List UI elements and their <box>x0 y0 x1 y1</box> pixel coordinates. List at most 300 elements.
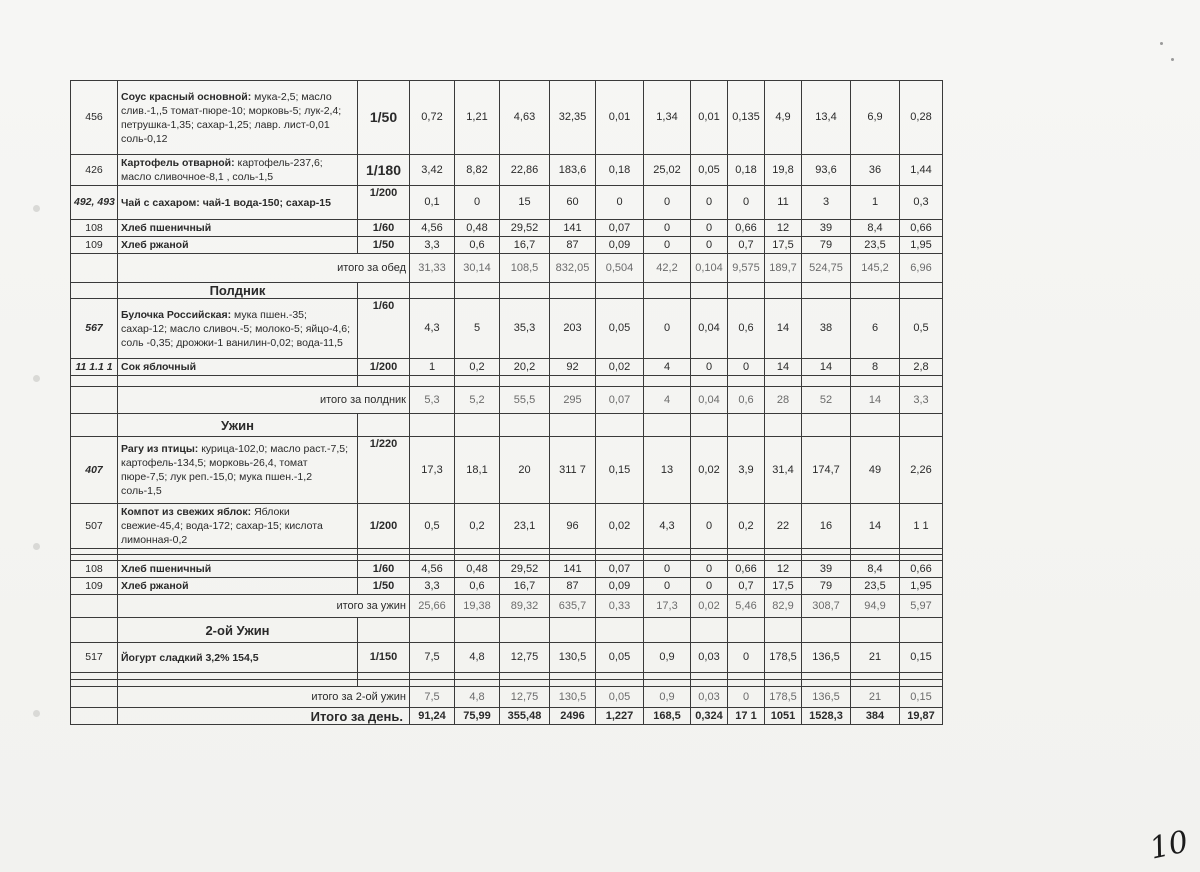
nutrient-value: 3,42 <box>410 155 455 186</box>
nutrient-value: 39 <box>802 561 851 578</box>
meal-section-row <box>71 414 943 437</box>
punch-hole-mark <box>33 375 40 382</box>
recipe-code: 108 <box>71 220 118 237</box>
empty-cell <box>71 708 118 725</box>
dish-row <box>71 299 943 359</box>
nutrient-value: 0,01 <box>596 81 644 155</box>
page-number: 10 <box>1146 824 1192 867</box>
empty-cell <box>728 680 765 687</box>
blank-row <box>71 376 943 387</box>
empty-cell <box>851 414 900 437</box>
dish-ingredients: картофель-237,6; масло сливочное-8,1 , соль-1,5 <box>121 157 323 183</box>
nutrient-value: 0 <box>691 561 728 578</box>
nutrient-value: 0,09 <box>596 237 644 254</box>
portion-size: 1/200 <box>358 186 410 220</box>
punch-hole-mark <box>33 205 40 212</box>
empty-cell <box>500 376 550 387</box>
nutrient-value: 0,02 <box>596 359 644 376</box>
total-value: 524,75 <box>802 254 851 283</box>
nutrient-value: 23,5 <box>851 237 900 254</box>
dish-title: Сок яблочный <box>121 361 197 373</box>
nutrient-value: 0,15 <box>596 437 644 504</box>
nutrient-value: 0 <box>691 578 728 595</box>
dish-title: Чай с сахаром: чай-1 вода-150; сахар-15 <box>121 196 331 209</box>
empty-cell <box>851 673 900 680</box>
nutrient-value: 0,48 <box>455 561 500 578</box>
total-value: 130,5 <box>550 687 596 708</box>
total-value: 17 1 <box>728 708 765 725</box>
nutrient-value: 0,2 <box>455 504 500 549</box>
total-value: 0,6 <box>728 387 765 414</box>
empty-cell <box>900 680 943 687</box>
empty-cell <box>900 376 943 387</box>
dish-title: Хлеб ржаной <box>121 239 189 251</box>
nutrient-value: 7,5 <box>410 643 455 673</box>
nutrient-value: 0,28 <box>900 81 943 155</box>
nutrient-value: 4,56 <box>410 561 455 578</box>
empty-cell <box>358 414 410 437</box>
total-value: 94,9 <box>851 595 900 618</box>
nutrient-value: 0,5 <box>410 504 455 549</box>
total-value: 0,04 <box>691 387 728 414</box>
total-value: 6,96 <box>900 254 943 283</box>
dish-row <box>71 81 943 155</box>
nutrient-value: 0,66 <box>900 561 943 578</box>
empty-cell <box>728 673 765 680</box>
nutrient-value: 6,9 <box>851 81 900 155</box>
total-value: 91,24 <box>410 708 455 725</box>
empty-cell <box>358 283 410 299</box>
nutrient-value: 1,95 <box>900 237 943 254</box>
nutrient-value: 14 <box>802 359 851 376</box>
nutrient-value: 0,7 <box>728 578 765 595</box>
dish-ingredients: мука-2,5; масло слив.-1,,5 томат-пюре-10; морковь-5; лук-2,4; петрушка-1,35; сахар-1,25; лавр. лист-0,01 соль-0,12 <box>121 90 342 145</box>
portion-size: 1/60 <box>358 299 410 359</box>
empty-cell <box>455 673 500 680</box>
empty-cell <box>71 376 118 387</box>
total-value: 1528,3 <box>802 708 851 725</box>
empty-cell <box>802 283 851 299</box>
nutrient-value: 0 <box>691 186 728 220</box>
total-label: Итого за день. <box>118 708 410 725</box>
total-value: 0,07 <box>596 387 644 414</box>
nutrient-value: 14 <box>765 299 802 359</box>
empty-cell <box>71 283 118 299</box>
recipe-code: 109 <box>71 578 118 595</box>
meal-section-row <box>71 618 943 643</box>
dish-row <box>71 359 943 376</box>
dish-title: Компот из свежих яблок: <box>121 506 252 518</box>
nutrient-value: 6 <box>851 299 900 359</box>
dish-title: Хлеб пшеничный <box>121 563 212 575</box>
recipe-code: 492, 493 <box>71 186 118 220</box>
nutrient-value: 0,66 <box>900 220 943 237</box>
total-value: 25,66 <box>410 595 455 618</box>
total-value: 31,33 <box>410 254 455 283</box>
empty-cell <box>71 687 118 708</box>
menu-nutrition-table <box>70 80 943 725</box>
portion-size: 1/200 <box>358 504 410 549</box>
dish-row <box>71 237 943 254</box>
nutrient-value: 3 <box>802 186 851 220</box>
empty-cell <box>71 680 118 687</box>
nutrient-value: 0,03 <box>691 643 728 673</box>
nutrient-value: 22,86 <box>500 155 550 186</box>
dish-composition <box>118 643 358 673</box>
dish-composition <box>118 186 358 220</box>
nutrient-value: 1 1 <box>900 504 943 549</box>
blank-row <box>71 680 943 687</box>
nutrient-value: 0,05 <box>691 155 728 186</box>
nutrient-value: 23,1 <box>500 504 550 549</box>
nutrient-value: 17,3 <box>410 437 455 504</box>
nutrient-value: 4 <box>644 359 691 376</box>
nutrient-value: 0,02 <box>691 437 728 504</box>
nutrient-value: 183,6 <box>550 155 596 186</box>
nutrient-value: 17,5 <box>765 237 802 254</box>
nutrient-value: 0,1 <box>410 186 455 220</box>
nutrient-value: 8 <box>851 359 900 376</box>
empty-cell <box>851 283 900 299</box>
nutrient-value: 4,9 <box>765 81 802 155</box>
empty-cell <box>500 673 550 680</box>
meal-total-row <box>71 387 943 414</box>
empty-cell <box>71 387 118 414</box>
empty-cell <box>765 680 802 687</box>
empty-cell <box>550 680 596 687</box>
nutrient-value: 39 <box>802 220 851 237</box>
empty-cell <box>596 414 644 437</box>
nutrient-value: 29,52 <box>500 220 550 237</box>
dish-composition <box>118 504 358 549</box>
dish-title: Хлеб пшеничный <box>121 222 212 234</box>
nutrient-value: 141 <box>550 561 596 578</box>
empty-cell <box>410 673 455 680</box>
total-value: 0,02 <box>691 595 728 618</box>
blank-row <box>71 673 943 680</box>
empty-cell <box>851 376 900 387</box>
empty-cell <box>596 283 644 299</box>
total-value: 42,2 <box>644 254 691 283</box>
dish-title: Картофель отварной: <box>121 157 235 169</box>
recipe-code: 456 <box>71 81 118 155</box>
nutrient-value: 0 <box>644 237 691 254</box>
nutrient-value: 87 <box>550 237 596 254</box>
dish-composition <box>118 237 358 254</box>
empty-cell <box>500 414 550 437</box>
nutrient-value: 0 <box>728 643 765 673</box>
empty-cell <box>550 283 596 299</box>
nutrient-value: 0 <box>691 504 728 549</box>
nutrient-value: 29,52 <box>500 561 550 578</box>
empty-cell <box>900 618 943 643</box>
portion-size: 1/50 <box>358 81 410 155</box>
empty-cell <box>596 673 644 680</box>
total-label: итого за полдник <box>118 387 410 414</box>
nutrient-value: 60 <box>550 186 596 220</box>
total-value: 14 <box>851 387 900 414</box>
punch-hole-mark <box>33 543 40 550</box>
empty-cell <box>900 673 943 680</box>
nutrient-value: 0,2 <box>455 359 500 376</box>
total-value: 355,48 <box>500 708 550 725</box>
empty-cell <box>691 673 728 680</box>
nutrient-value: 0,48 <box>455 220 500 237</box>
empty-cell <box>802 680 851 687</box>
empty-cell <box>644 376 691 387</box>
nutrient-value: 5 <box>455 299 500 359</box>
empty-cell <box>728 376 765 387</box>
nutrient-value: 1 <box>410 359 455 376</box>
total-value: 1,227 <box>596 708 644 725</box>
nutrient-value: 20 <box>500 437 550 504</box>
empty-cell <box>358 376 410 387</box>
nutrient-value: 79 <box>802 237 851 254</box>
empty-cell <box>71 595 118 618</box>
empty-cell <box>550 376 596 387</box>
nutrient-value: 136,5 <box>802 643 851 673</box>
nutrient-value: 35,3 <box>500 299 550 359</box>
empty-cell <box>851 618 900 643</box>
total-value: 5,2 <box>455 387 500 414</box>
portion-size: 1/200 <box>358 359 410 376</box>
recipe-code: 507 <box>71 504 118 549</box>
nutrient-value: 8,4 <box>851 220 900 237</box>
nutrient-value: 2,26 <box>900 437 943 504</box>
punch-hole-mark <box>33 710 40 717</box>
empty-cell <box>500 618 550 643</box>
nutrient-value: 203 <box>550 299 596 359</box>
empty-cell <box>728 414 765 437</box>
meal-total-row <box>71 254 943 283</box>
nutrient-value: 0,6 <box>455 237 500 254</box>
nutrient-value: 3,3 <box>410 578 455 595</box>
portion-size: 1/60 <box>358 561 410 578</box>
empty-cell <box>728 618 765 643</box>
empty-cell <box>596 680 644 687</box>
total-value: 82,9 <box>765 595 802 618</box>
dish-title: Хлеб ржаной <box>121 580 189 592</box>
nutrient-value: 0 <box>455 186 500 220</box>
nutrient-value: 14 <box>851 504 900 549</box>
recipe-code: 109 <box>71 237 118 254</box>
menu-table-body <box>71 81 943 725</box>
total-value: 832,05 <box>550 254 596 283</box>
nutrient-value: 0,72 <box>410 81 455 155</box>
nutrient-value: 0,5 <box>900 299 943 359</box>
meal-section-row <box>71 283 943 299</box>
empty-cell <box>118 673 358 680</box>
total-label: итого за 2-ой ужин <box>118 687 410 708</box>
dish-title: Соус красный основной: <box>121 90 252 103</box>
total-label: итого за ужин <box>118 595 410 618</box>
total-value: 1051 <box>765 708 802 725</box>
nutrient-value: 0 <box>644 561 691 578</box>
dish-ingredients: курица-102,0; масло раст.-7,5; картофель-134,5; морковь-26,4, томат пюре-7,5; лук реп.-15,0; мука пшен.-1,2 соль-1,5 <box>121 443 349 497</box>
nutrient-value: 16,7 <box>500 237 550 254</box>
empty-cell <box>500 283 550 299</box>
nutrient-value: 1,95 <box>900 578 943 595</box>
recipe-code: 426 <box>71 155 118 186</box>
empty-cell <box>802 414 851 437</box>
portion-size: 1/220 <box>358 437 410 504</box>
empty-cell <box>851 680 900 687</box>
nutrient-value: 0,02 <box>596 504 644 549</box>
dish-row <box>71 220 943 237</box>
total-value: 0,104 <box>691 254 728 283</box>
nutrient-value: 0,05 <box>596 299 644 359</box>
nutrient-value: 0,07 <box>596 561 644 578</box>
nutrient-value: 32,35 <box>550 81 596 155</box>
empty-cell <box>691 680 728 687</box>
total-value: 0,05 <box>596 687 644 708</box>
nutrient-value: 0 <box>691 359 728 376</box>
nutrient-value: 0 <box>691 237 728 254</box>
empty-cell <box>644 673 691 680</box>
nutrient-value: 0,18 <box>728 155 765 186</box>
nutrient-value: 21 <box>851 643 900 673</box>
total-value: 5,46 <box>728 595 765 618</box>
total-value: 2496 <box>550 708 596 725</box>
nutrient-value: 15 <box>500 186 550 220</box>
dish-row <box>71 643 943 673</box>
meal-section-title: Полдник <box>118 283 358 299</box>
empty-cell <box>71 254 118 283</box>
empty-cell <box>410 618 455 643</box>
nutrient-value: 31,4 <box>765 437 802 504</box>
total-value: 55,5 <box>500 387 550 414</box>
nutrient-value: 0,6 <box>455 578 500 595</box>
nutrient-value: 4,56 <box>410 220 455 237</box>
empty-cell <box>455 376 500 387</box>
empty-cell <box>455 618 500 643</box>
total-value: 89,32 <box>500 595 550 618</box>
dish-composition <box>118 155 358 186</box>
total-value: 5,3 <box>410 387 455 414</box>
nutrient-value: 38 <box>802 299 851 359</box>
total-value: 0,9 <box>644 687 691 708</box>
portion-size: 1/150 <box>358 643 410 673</box>
nutrient-value: 3,3 <box>410 237 455 254</box>
nutrient-value: 0,66 <box>728 561 765 578</box>
recipe-code: 407 <box>71 437 118 504</box>
empty-cell <box>71 618 118 643</box>
total-value: 384 <box>851 708 900 725</box>
nutrient-value: 0 <box>728 186 765 220</box>
dish-row <box>71 186 943 220</box>
total-value: 12,75 <box>500 687 550 708</box>
total-value: 0,03 <box>691 687 728 708</box>
total-value: 19,87 <box>900 708 943 725</box>
nutrient-value: 12 <box>765 220 802 237</box>
total-value: 3,3 <box>900 387 943 414</box>
nutrient-value: 92 <box>550 359 596 376</box>
nutrient-value: 4,3 <box>644 504 691 549</box>
nutrient-value: 4,63 <box>500 81 550 155</box>
empty-cell <box>358 618 410 643</box>
total-value: 189,7 <box>765 254 802 283</box>
empty-cell <box>358 673 410 680</box>
empty-cell <box>550 414 596 437</box>
nutrient-value: 178,5 <box>765 643 802 673</box>
nutrient-value: 311 7 <box>550 437 596 504</box>
empty-cell <box>71 673 118 680</box>
total-value: 178,5 <box>765 687 802 708</box>
total-value: 108,5 <box>500 254 550 283</box>
empty-cell <box>644 283 691 299</box>
recipe-code: 517 <box>71 643 118 673</box>
empty-cell <box>765 673 802 680</box>
total-value: 9,575 <box>728 254 765 283</box>
meal-section-title: Ужин <box>118 414 358 437</box>
total-value: 0,324 <box>691 708 728 725</box>
total-value: 0,33 <box>596 595 644 618</box>
nutrient-value: 0 <box>728 359 765 376</box>
empty-cell <box>455 414 500 437</box>
nutrient-value: 0 <box>596 186 644 220</box>
total-value: 28 <box>765 387 802 414</box>
nutrient-value: 0,01 <box>691 81 728 155</box>
portion-size: 1/50 <box>358 578 410 595</box>
empty-cell <box>455 283 500 299</box>
nutrient-value: 13,4 <box>802 81 851 155</box>
dish-row <box>71 504 943 549</box>
recipe-code: 567 <box>71 299 118 359</box>
empty-cell <box>644 414 691 437</box>
total-value: 4 <box>644 387 691 414</box>
empty-cell <box>410 680 455 687</box>
nutrient-value: 174,7 <box>802 437 851 504</box>
total-value: 17,3 <box>644 595 691 618</box>
nutrient-value: 22 <box>765 504 802 549</box>
nutrient-value: 49 <box>851 437 900 504</box>
total-value: 52 <box>802 387 851 414</box>
nutrient-value: 0,07 <box>596 220 644 237</box>
empty-cell <box>410 376 455 387</box>
empty-cell <box>550 618 596 643</box>
nutrient-value: 0 <box>644 220 691 237</box>
total-value: 0,504 <box>596 254 644 283</box>
nutrient-value: 17,5 <box>765 578 802 595</box>
nutrient-value: 23,5 <box>851 578 900 595</box>
empty-cell <box>644 680 691 687</box>
dish-row <box>71 578 943 595</box>
dish-row <box>71 561 943 578</box>
nutrient-value: 0,2 <box>728 504 765 549</box>
nutrient-value: 0 <box>691 220 728 237</box>
empty-cell <box>802 618 851 643</box>
nutrient-value: 8,82 <box>455 155 500 186</box>
empty-cell <box>118 376 358 387</box>
empty-cell <box>765 414 802 437</box>
empty-cell <box>118 680 358 687</box>
recipe-code: 108 <box>71 561 118 578</box>
nutrient-value: 0 <box>644 299 691 359</box>
nutrient-value: 4,8 <box>455 643 500 673</box>
nutrient-value: 1 <box>851 186 900 220</box>
empty-cell <box>71 414 118 437</box>
nutrient-value: 36 <box>851 155 900 186</box>
empty-cell <box>691 414 728 437</box>
scan-speck <box>1160 42 1163 45</box>
empty-cell <box>596 376 644 387</box>
nutrient-value: 16 <box>802 504 851 549</box>
empty-cell <box>596 618 644 643</box>
empty-cell <box>691 283 728 299</box>
nutrient-value: 2,8 <box>900 359 943 376</box>
nutrient-value: 93,6 <box>802 155 851 186</box>
empty-cell <box>644 618 691 643</box>
